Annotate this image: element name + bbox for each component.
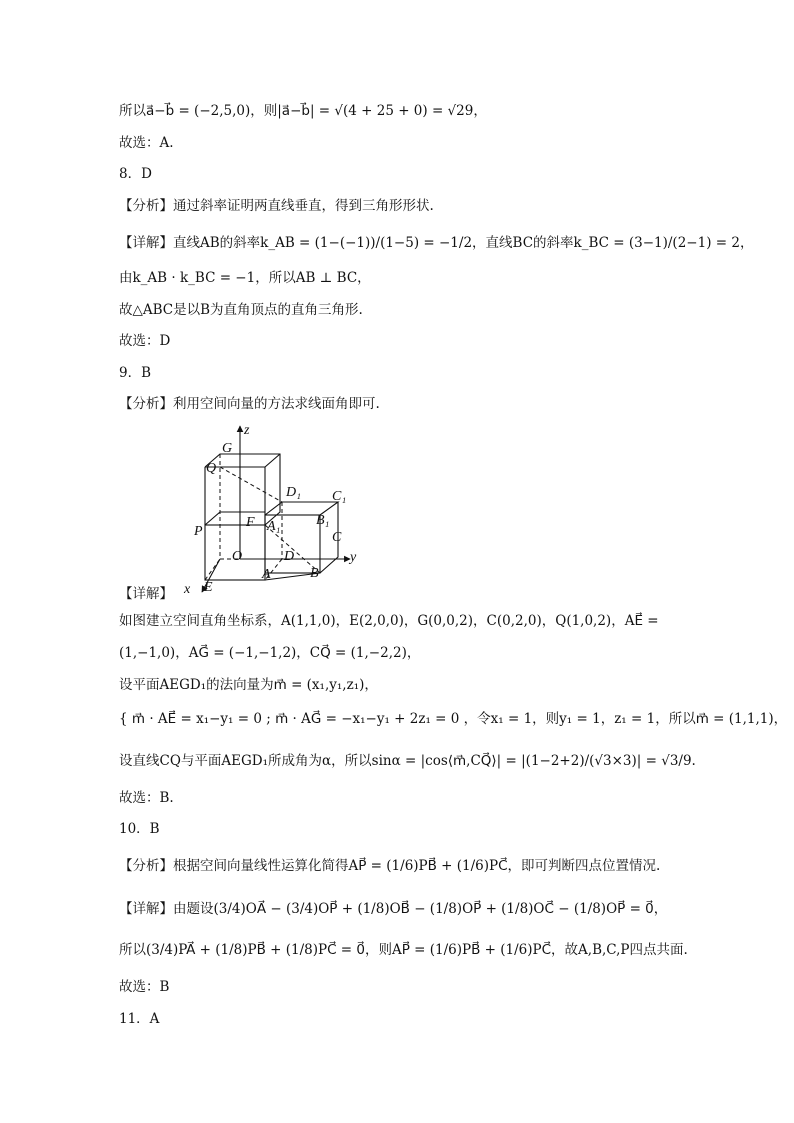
text-line: 【详解】直线AB的斜率k_AB = (1−(−1))/(1−5) = −1/2，直线BC的斜率k_BC = (3−1)/(2−1) = 2，	[119, 235, 754, 251]
label-C: C	[332, 530, 342, 545]
label-F: F	[246, 515, 255, 530]
text-line: 10．B	[119, 821, 160, 837]
text-line: 【详解】由题设(3/4)OA⃗ − (3/4)OP⃗ + (1/8)OB⃗ − (1/8)OP⃗ + (1/8)OC⃗ − (1/8)OP⃗ = 0⃗，	[119, 901, 668, 917]
label-A: A	[262, 567, 271, 582]
upper-cube-edge	[265, 454, 280, 467]
text-line: 设直线CQ与平面AEGD₁所成角为α，所以sinα = |cos⟨m⃗,CQ⃗⟩| = |(1−2+2)/(√3×3)| = √3/9.	[119, 753, 696, 769]
text-line: 设平面AEGD₁的法向量为m⃗ = (x₁,y₁,z₁)，	[119, 677, 378, 693]
label-D: D	[284, 549, 295, 564]
upper-cube-outline	[205, 454, 280, 525]
label-B: B	[310, 566, 319, 581]
text-line: 【分析】利用空间向量的方法求线面角即可.	[119, 396, 380, 412]
text-line: 故选：B.	[119, 790, 174, 806]
text-line: 如图建立空间直角坐标系，A(1,1,0)，E(2,0,0)，G(0,0,2)，C(0,2,0)，Q(1,0,2)，AE⃗ =	[119, 613, 659, 629]
text-line: 【分析】根据空间向量线性运算化简得AP⃗ = (1/6)PB⃗ + (1/6)PC⃗，即可判断四点位置情况.	[119, 858, 661, 874]
text-line: 由k_AB · k_BC = −1，所以AB ⊥ BC，	[119, 270, 371, 286]
label-P: P	[194, 524, 203, 539]
label-O: O	[232, 549, 243, 564]
text-line: 【详解】	[119, 586, 173, 602]
label-E: E	[204, 580, 213, 595]
label-C1: C₁	[332, 489, 347, 504]
cube-edge	[205, 512, 220, 525]
text-line: 所以(3/4)PA⃗ + (1/8)PB⃗ + (1/8)PC⃗ = 0⃗，则AP⃗ = (1/6)PB⃗ + (1/6)PC⃗，故A,B,C,P四点共面.	[119, 942, 688, 958]
text-line: 9．B	[119, 365, 152, 381]
text-line: 【分析】通过斜率证明两直线垂直，得到三角形形状.	[119, 198, 434, 214]
label-y: y	[350, 550, 357, 565]
text-line: 故△ABC是以B为直角顶点的直角三角形.	[119, 302, 363, 318]
text-line: 所以a⃗−b⃗ = (−2,5,0)，则|a⃗−b⃗| = √(4 + 25 + 0) = √29，	[119, 103, 487, 119]
text-line: 8．D	[119, 166, 152, 182]
coordinate-cube-figure	[180, 422, 380, 597]
text-line: 故选：B	[119, 979, 170, 995]
label-A1: A₁	[267, 519, 281, 534]
label-G: G	[222, 441, 233, 456]
text-line: (1,−1,0)，AG⃗ = (−1,−1,2)，CQ⃗ = (1,−2,2)，	[119, 645, 421, 661]
text-line: 故选：D	[119, 333, 171, 349]
text-line: 11．A	[119, 1011, 160, 1027]
hidden-edge	[205, 559, 220, 580]
text-line: 故选：A.	[119, 135, 174, 151]
text-line: { m⃗ · AE⃗ = x₁−y₁ = 0 ; m⃗ · AG⃗ = −x₁−y₁ + 2z₁ = 0 ，令x₁ = 1，则y₁ = 1，z₁ = 1，所以m⃗ = (1,1,1)，	[119, 711, 788, 727]
label-B1: B₁	[316, 513, 330, 528]
label-z: z	[244, 423, 250, 438]
label-x: x	[184, 582, 191, 597]
label-D1: D₁	[286, 485, 301, 500]
label-Q: Q	[206, 461, 217, 476]
hidden-edge	[220, 467, 282, 502]
